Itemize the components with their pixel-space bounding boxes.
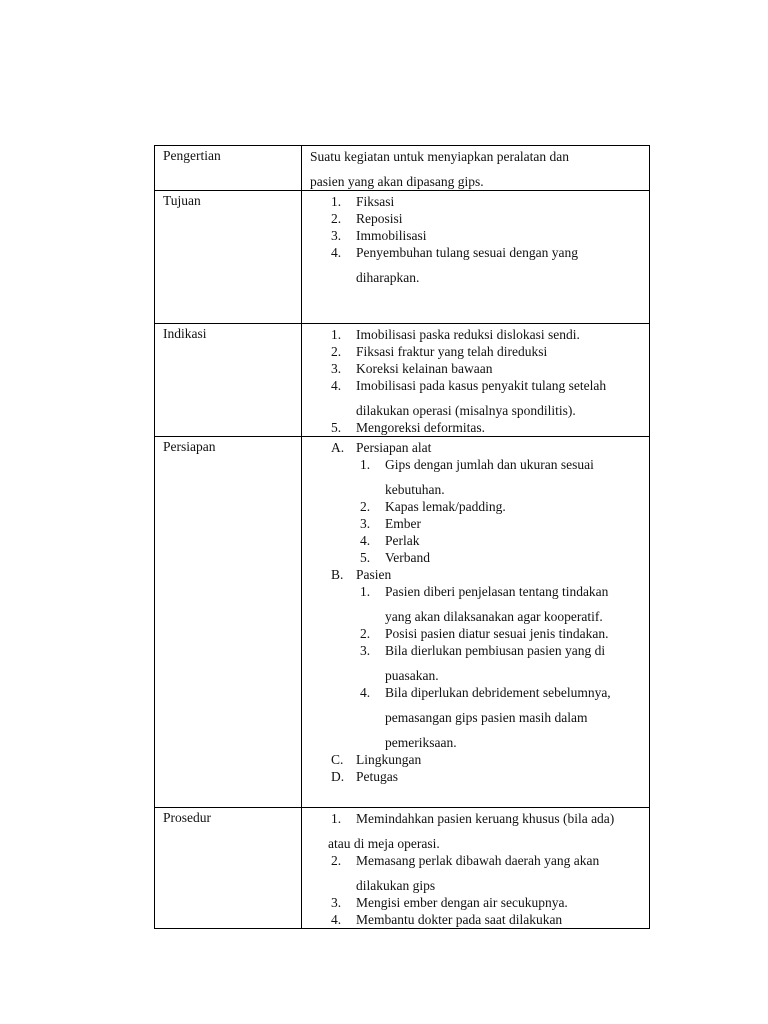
label-persiapan: Persiapan (155, 437, 302, 808)
list-item: 1. Imobilisasi paska reduksi dislokasi sendi. (331, 327, 580, 342)
pengertian-line-1: Suatu kegiatan untuk menyiapkan peralatan dan (310, 149, 570, 164)
list-item: 3. Koreksi kelainan bawaan (331, 361, 493, 376)
persiapan-alat-list (302, 456, 649, 566)
row-prosedur (155, 808, 650, 929)
sop-table (154, 145, 650, 929)
list-item: 5. Mengoreksi deformitas. (331, 420, 485, 435)
list-item: 4. Perlak (360, 533, 420, 548)
prosedur-list (302, 808, 649, 928)
pasien-list (302, 583, 649, 751)
content-persiapan (302, 437, 650, 808)
list-item: 4. Penyembuhan tulang sesuai dengan yang diharapkan. (331, 245, 578, 285)
label-pengertian: Pengertian (155, 146, 302, 191)
list-item: 3. Immobilisasi (331, 228, 427, 243)
list-item: 2. Fiksasi fraktur yang telah direduksi (331, 344, 548, 359)
content-indikasi (302, 324, 650, 437)
list-item: 2. Kapas lemak/padding. (360, 499, 506, 514)
row-indikasi (155, 324, 650, 437)
label-prosedur: Prosedur (155, 808, 302, 929)
list-item: 5. Verband (360, 550, 430, 565)
list-item: 1. Fiksasi (331, 194, 395, 209)
list-item: 1. Gips dengan jumlah dan ukuran sesuai kebutuhan. (360, 457, 594, 497)
section-petugas: D. Petugas (331, 769, 398, 784)
list-item: 3. Mengisi ember dengan air secukupnya. (331, 895, 568, 910)
row-pengertian (155, 146, 650, 191)
list-item: 3. Bila dierlukan pembiusan pasien yang di puasakan. (360, 643, 606, 683)
list-item: 1. Memindahkan pasien keruang khusus (bila ada) atau di meja operasi. (328, 811, 615, 851)
list-item: 4. Bila diperlukan debridement sebelumnya, pemasangan gips pasien masih dalam pemeriksaan. (360, 685, 611, 750)
row-tujuan (155, 191, 650, 324)
list-item: 4. Membantu dokter pada saat dilakukan (331, 912, 563, 927)
list-item: 1. Pasien diberi penjelasan tentang tindakan yang akan dilaksanakan agar kooperatif. (360, 584, 609, 624)
section-persiapan-alat: A. Persiapan alat 1. Gips dengan jumlah dan ukuran sesuai kebutuhan. 2. Kapas lemak/padding. 3. Ember 4. Perlak 5. Verband (302, 439, 649, 566)
section-pasien: B. Pasien 1. Pasien diberi penjelasan tentang tindakan yang akan dilaksanakan agar kooperatif. 2. Posisi pasien diatur sesuai jenis tindakan. 3. Bila dierlukan pembiusan pasien yang di puasakan. 4. Bila diperlukan debridement sebelumnya, pemasangan gips pasien masih dalam pemeriksaan. (302, 566, 649, 751)
content-prosedur (302, 808, 650, 929)
list-item: 2. Reposisi (331, 211, 403, 226)
tujuan-list (302, 191, 649, 290)
list-item: 2. Posisi pasien diatur sesuai jenis tindakan. (360, 626, 609, 641)
indikasi-list (302, 324, 649, 436)
list-item: 2. Memasang perlak dibawah daerah yang akan dilakukan gips (331, 853, 600, 893)
content-tujuan (302, 191, 650, 324)
list-item: 3. Ember (360, 516, 421, 531)
pengertian-line-2: pasien yang akan dipasang gips. (310, 174, 484, 189)
content-pengertian (302, 146, 650, 191)
label-indikasi: Indikasi (155, 324, 302, 437)
row-persiapan (155, 437, 650, 808)
label-tujuan: Tujuan (155, 191, 302, 324)
persiapan-sections (302, 437, 649, 785)
list-item: 4. Imobilisasi pada kasus penyakit tulang setelah dilakukan operasi (misalnya spondilitis). (331, 378, 607, 418)
section-lingkungan: C. Lingkungan (331, 752, 422, 767)
